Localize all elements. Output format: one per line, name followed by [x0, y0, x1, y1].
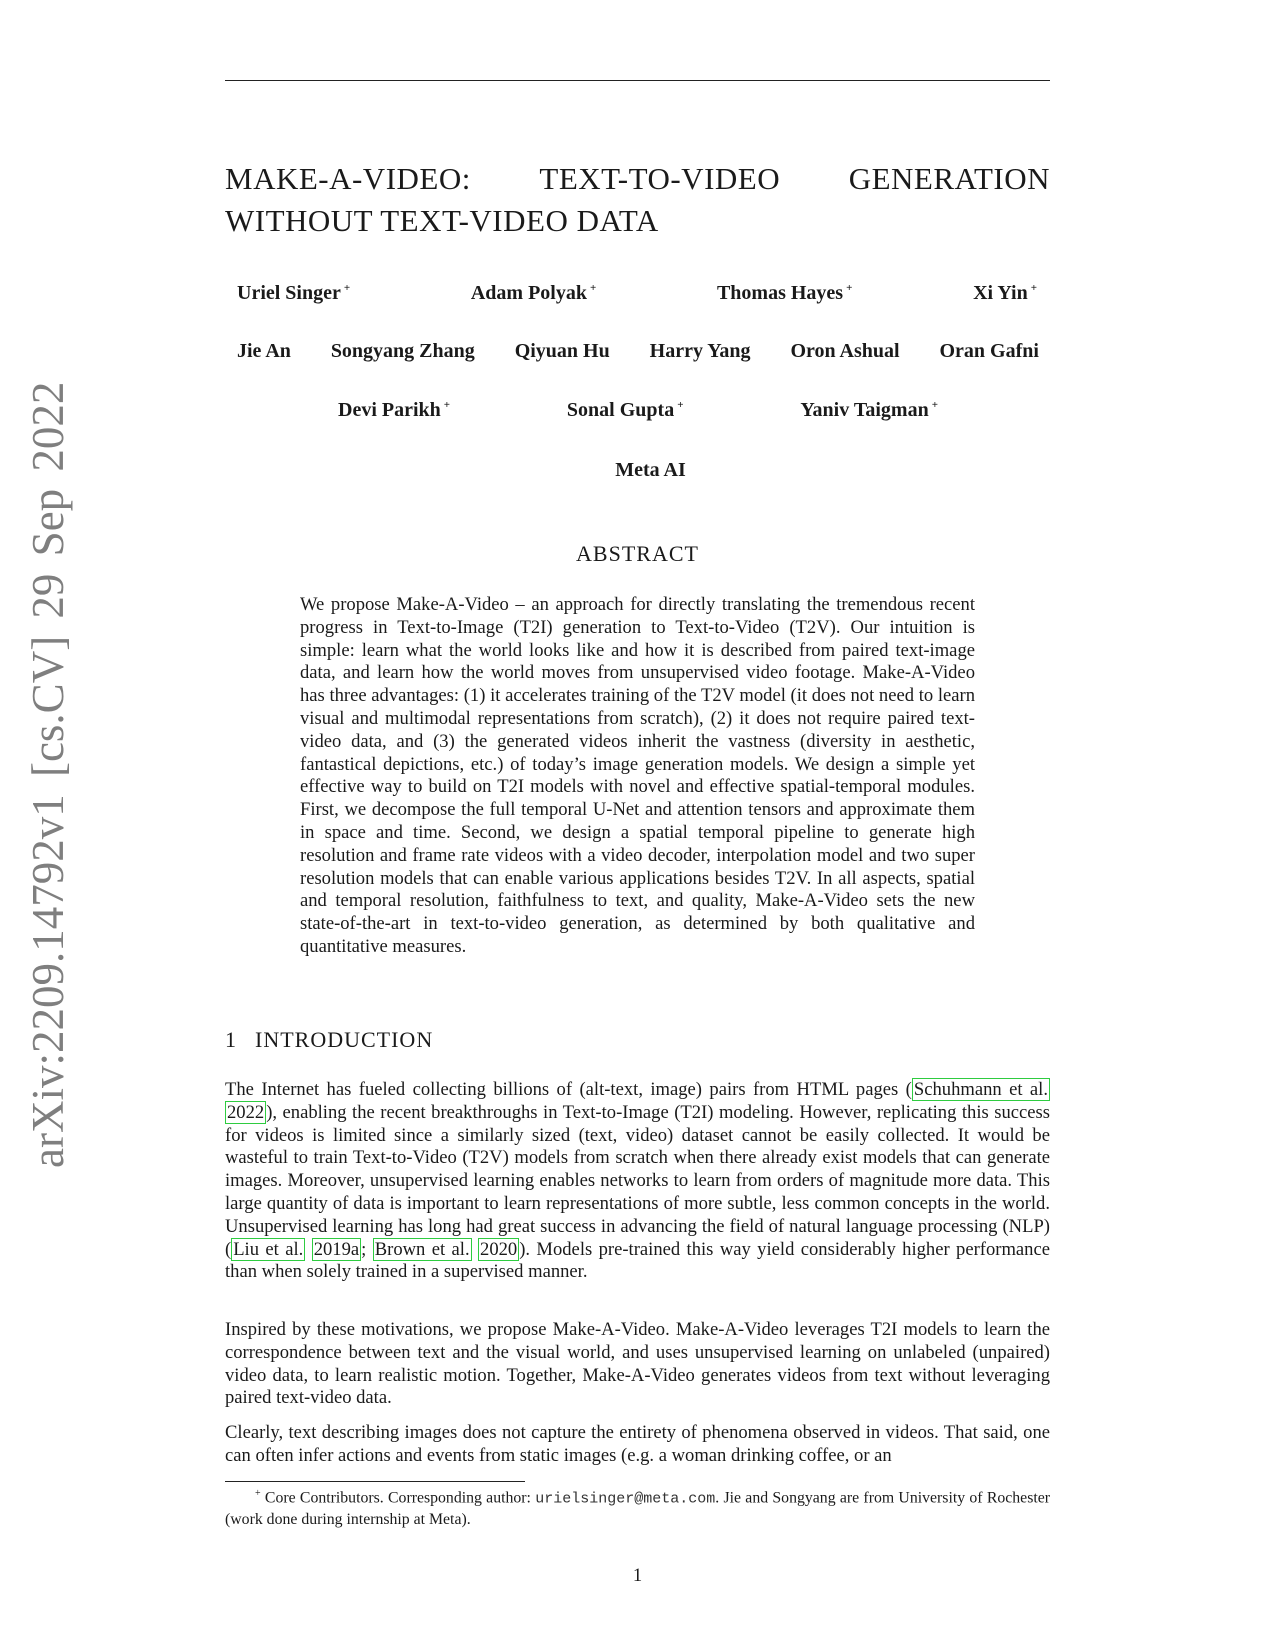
abstract-text: We propose Make-A-Video – an approach for directly translating the tremendous recent progress in Text-to-Image (T2I) generation to Text-to-Video (T2V). Our intuition is simple: learn what the world looks like and how it is described from paired text-image data, and learn how the world moves from unsupervised video footage. Make-A-Video has three advantages: (1) it accelerates training of the T2V model (it does not need to learn visual and multimodal representations from scratch), (2) it does not require paired text-video data, and (3) the generated videos inherit the vastness (diversity in aesthetic, fantastical depictions, etc.) of today’s image generation models. We design a simple yet effective way to build on T2I models with novel and effective spatial-temporal modules. First, we decompose the full temporal U-Net and attention tensors and approximate them in space and time. Second, we design a spatial temporal pipeline to generate high resolution and frame rate videos with a video decoder, interpolation model and two super resolution models that can enable various applications besides T2V. In all aspects, spatial and temporal resolution, faithfulness to text, and quality, Make-A-Video sets the new state-of-the-art in text-to-video generation, as determined by both qualitative and quantitative measures. — [300, 594, 975, 957]
paper-title — [225, 158, 1050, 242]
contributor-mark: + — [677, 399, 684, 411]
contributor-mark: + — [1030, 282, 1037, 294]
arxiv-identifier-stamp: arXiv:2209.14792v1 [cs.CV] 29 Sep 2022 — [23, 381, 73, 1168]
citation-link[interactable]: 2022 — [227, 1101, 265, 1123]
author: Adam Polyak + — [470, 282, 597, 304]
title-word: GENERATION — [848, 161, 1050, 196]
footnote-rule — [225, 1481, 525, 1482]
author: Uriel Singer + — [237, 282, 351, 304]
author-row-2 — [237, 340, 1039, 363]
contributor-mark: + — [443, 399, 451, 411]
citation-link[interactable]: Brown et al. — [374, 1238, 470, 1260]
citation-link[interactable]: 2019a — [313, 1238, 360, 1260]
contributor-mark: + — [343, 282, 351, 294]
affiliation: Meta AI — [615, 459, 686, 481]
citation-link[interactable]: Schuhmann et al. — [913, 1079, 1048, 1100]
contributor-mark: + — [846, 282, 853, 294]
citation-link[interactable]: 2020 — [480, 1238, 518, 1260]
author: Xi Yin + — [973, 282, 1037, 304]
footnote-mark: + — [255, 1488, 261, 1499]
author: Sonal Gupta + — [566, 399, 684, 421]
section-number: 1 — [225, 1027, 237, 1052]
author: Songyang Zhang — [330, 340, 475, 362]
title-line-2: WITHOUT TEXT-VIDEO DATA — [225, 203, 659, 238]
section-heading-introduction — [225, 1027, 433, 1053]
footnote: + Core Contributors. Corresponding author: urielsinger@meta.com. Jie and Songyang are from University of Rochester (work done during internship at Meta). — [225, 1488, 1051, 1528]
citation-link[interactable]: Liu et al. — [233, 1238, 304, 1260]
header-rule — [225, 80, 1050, 81]
author: Jie An — [237, 340, 291, 362]
author-email[interactable]: urielsinger@meta.com — [535, 1490, 716, 1508]
author-row-3 — [338, 399, 938, 422]
author-row-1 — [237, 282, 1037, 305]
author: Oron Ashual — [790, 340, 900, 362]
section-title: INTRODUCTION — [255, 1027, 434, 1052]
intro-paragraph-3: Clearly, text describing images does not capture the entirety of phenomena observed in videos. That said, one can often infer actions and events from static images (e.g. a woman drinking coffee, or an — [225, 1422, 1050, 1466]
intro-paragraph-2: Inspired by these motivations, we propose Make-A-Video. Make-A-Video leverages T2I models to learn the correspondence between text and the visual world, and uses unsupervised learning on unlabeled (unpaired) video data, to learn realistic motion. Together, Make-A-Video generates videos from text without leveraging paired text-video data. — [225, 1319, 1050, 1409]
contributor-mark: + — [589, 282, 597, 294]
author: Devi Parikh + — [338, 399, 451, 421]
title-word: TEXT-TO-VIDEO — [539, 161, 781, 196]
author: Thomas Hayes + — [716, 282, 853, 304]
intro-paragraph-1: The Internet has fueled collecting billions of (alt-text, image) pairs from HTML pages ( Schuhmann et al. 2022 ), enabling the recent breakthroughs in Text-to-Image (T2I) modeling. However, replicating this success for videos is limited since a similarly sized (text, video) dataset cannot be easily collected. It would be wasteful to train Text-to-Video (T2V) models from scratch when there already exist models that can generate images. Moreover, unsupervised learning enables networks to learn from orders of magnitude more data. This large quantity of data is important to learn representations of more subtle, less common concepts in the world. Unsupervised learning has long had great success in advancing the field of natural language processing (NLP) ( Liu et al. 2019a ; Brown et al. 2020 ). Models pre-trained this way yield considerably higher performance than when solely trained in a supervised manner. — [225, 1079, 1050, 1283]
title-word: MAKE-A-VIDEO: — [225, 161, 471, 196]
contributor-mark: + — [931, 399, 938, 411]
author: Harry Yang — [649, 340, 751, 362]
abstract-heading: ABSTRACT — [576, 541, 699, 566]
title-line-1 — [225, 158, 1050, 200]
page-number: 1 — [632, 1565, 643, 1586]
author: Yaniv Taigman + — [800, 399, 938, 421]
author: Oran Gafni — [939, 340, 1039, 362]
author: Qiyuan Hu — [514, 340, 610, 362]
